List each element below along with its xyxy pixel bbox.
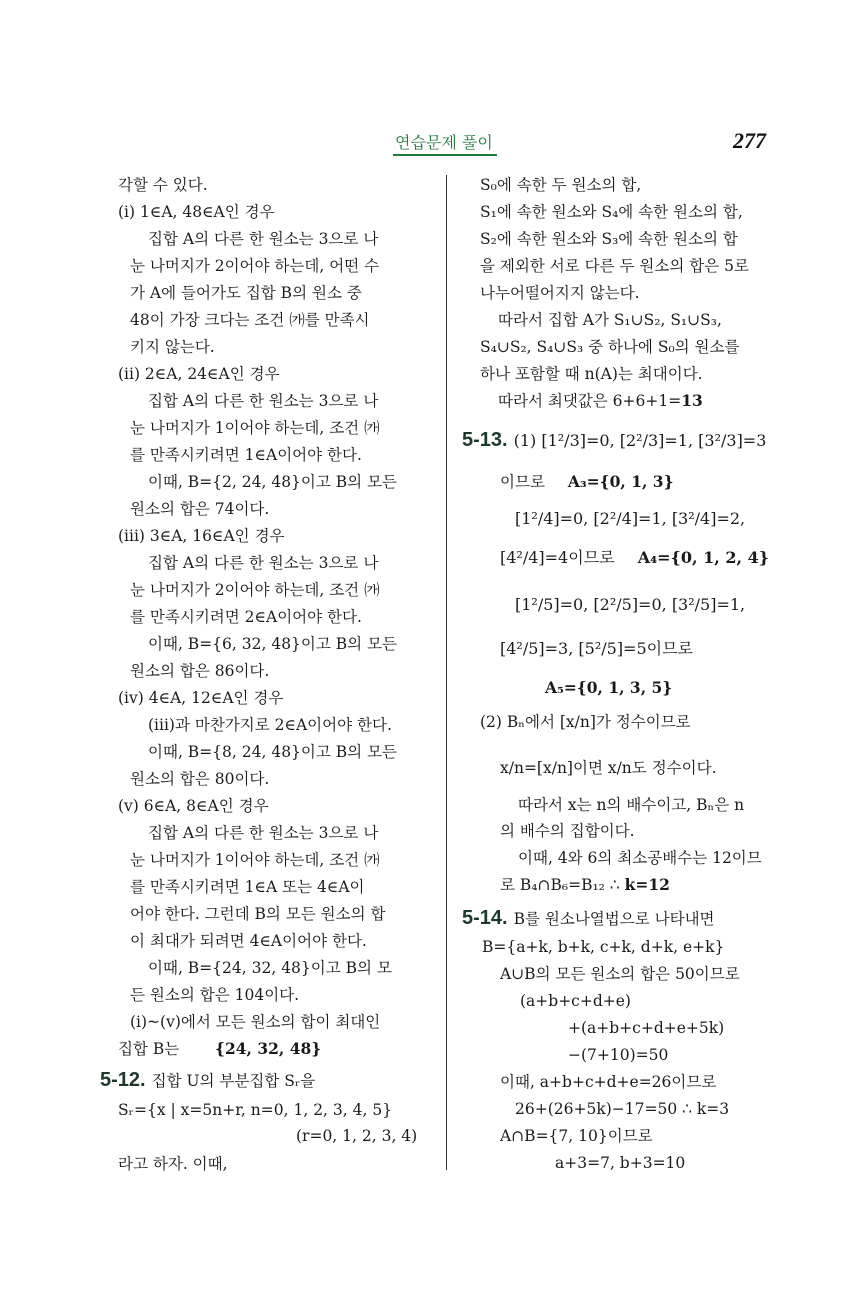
text-line: 가 A에 들어가도 집합 B의 원소 중 xyxy=(130,284,362,302)
text-line: 이 최대가 되려면 4∈A이어야 한다. xyxy=(130,932,367,950)
text-line: 를 만족시키려면 1∈A이어야 한다. xyxy=(130,446,362,464)
text-span: 로 B₄∩B₆=B₁₂ ∴ xyxy=(500,876,625,894)
text-line: 이때, B={24, 32, 48}이고 B의 모 xyxy=(148,959,392,977)
text-line: 이때, B={8, 24, 48}이고 B의 모든 xyxy=(148,743,398,761)
answer: A₄={0, 1, 2, 4} xyxy=(637,548,770,567)
text-line xyxy=(500,548,769,568)
page-number: 277 xyxy=(733,128,766,153)
math-line: (2) Bₙ에서 [x/n]가 정수이므로 xyxy=(480,713,691,731)
text-line: 어야 한다. 그런데 B의 모든 원소의 합 xyxy=(130,905,386,923)
text-line: 눈 나머지가 1이어야 하는데, 조건 ㈎ xyxy=(130,851,380,869)
problem-number: 5-12. xyxy=(100,1069,146,1091)
text-line: 하나 포함할 때 n(A)는 최대이다. xyxy=(480,365,703,383)
text-line: 따라서 집합 A가 S₁∪S₂, S₁∪S₃, xyxy=(498,311,722,329)
text-line: 48이 가장 크다는 조건 ㈎를 만족시 xyxy=(130,311,370,329)
text-line: 원소의 합은 80이다. xyxy=(130,770,270,788)
text-line: 집합 B는 xyxy=(118,1040,180,1058)
text-line: 이때, 4와 6의 최소공배수는 12이므 xyxy=(518,849,762,867)
problem-number: 5-13. xyxy=(462,429,508,451)
text-line: 를 만족시키려면 2∈A이어야 한다. xyxy=(130,608,362,626)
case-heading: (ii) 2∈A, 24∈A인 경우 xyxy=(118,365,280,383)
text-line: 집합 A의 다른 한 원소는 3으로 나 xyxy=(148,554,379,572)
text-line: S₂에 속한 원소와 S₃에 속한 원소의 합 xyxy=(480,230,738,248)
answer: A₃={0, 1, 3} xyxy=(567,472,674,491)
text-line: 를 만족시키려면 1∈A 또는 4∈A이 xyxy=(130,878,365,896)
text-line: 원소의 합은 74이다. xyxy=(130,500,270,518)
case-heading: (i) 1∈A, 48∈A인 경우 xyxy=(118,203,275,221)
problem-number: 5-14. xyxy=(462,907,508,929)
math-line: (r=0, 1, 2, 3, 4) xyxy=(296,1127,418,1145)
text-line: 집합 A의 다른 한 원소는 3으로 나 xyxy=(148,230,379,248)
text-line: 라고 하자. 이때, xyxy=(118,1155,228,1173)
text-line: S₁에 속한 원소와 S₄에 속한 원소의 합, xyxy=(480,203,743,221)
text-line: 집합 U의 부분집합 Sᵣ을 xyxy=(151,1072,316,1090)
math-line: [1²/5]=0, [2²/5]=0, [3²/5]=1, xyxy=(515,595,746,614)
text-line: 각할 수 있다. xyxy=(118,176,208,194)
text-line: 키지 않는다. xyxy=(130,338,215,356)
math-line: [4²/5]=3, [5²/5]=5이므로 xyxy=(500,639,694,658)
text-line: 눈 나머지가 1이어야 하는데, 조건 ㈎ xyxy=(130,419,380,437)
text-line: 눈 나머지가 2이어야 하는데, 어떤 수 xyxy=(130,257,380,275)
column-divider xyxy=(446,175,447,1170)
text-line: A∪B의 모든 원소의 합은 50이므로 xyxy=(500,965,740,983)
case-heading: (v) 6∈A, 8∈A인 경우 xyxy=(118,797,269,815)
text-line: B를 원소나열법으로 나타내면 xyxy=(513,910,715,928)
text-line: 의 배수의 집합이다. xyxy=(500,822,635,840)
answer: A₅={0, 1, 3, 5} xyxy=(545,678,673,697)
text-line: 든 원소의 합은 104이다. xyxy=(130,986,300,1004)
text-line: 따라서 x는 n의 배수이고, Bₙ은 n xyxy=(518,796,745,814)
text-line: 눈 나머지가 2이어야 하는데, 조건 ㈎ xyxy=(130,581,380,599)
problem-5-14 xyxy=(462,908,715,929)
text-line: 나누어떨어지지 않는다. xyxy=(480,284,640,302)
case-heading: (iii) 3∈A, 16∈A인 경우 xyxy=(118,527,285,545)
text-span: [4²/4]=4이므로 xyxy=(500,548,615,567)
text-line: S₀에 속한 두 원소의 합, xyxy=(480,176,642,194)
math-line: +(a+b+c+d+e+5k) xyxy=(568,1019,725,1037)
math-line: x/n=[x/n]이면 x/n도 정수이다. xyxy=(500,759,717,777)
math-line: (1) [1²/3]=0, [2²/3]=1, [3²/3]=3 xyxy=(513,431,767,450)
text-line: 원소의 합은 86이다. xyxy=(130,662,270,680)
answer: 13 xyxy=(681,391,703,410)
text-line xyxy=(498,391,703,411)
text-line: (iii)과 마찬가지로 2∈A이어야 한다. xyxy=(148,716,392,734)
problem-5-12 xyxy=(100,1070,315,1091)
case-heading: (iv) 4∈A, 12∈A인 경우 xyxy=(118,689,284,707)
text-line: 집합 A의 다른 한 원소는 3으로 나 xyxy=(148,824,379,842)
text-line xyxy=(500,472,674,492)
text-line: 이때, B={2, 24, 48}이고 B의 모든 xyxy=(148,473,398,491)
section-title: 연습문제 풀이 xyxy=(393,130,497,156)
text-line: (i)~(v)에서 모든 원소의 합이 최대인 xyxy=(130,1013,381,1031)
math-line: a+3=7, b+3=10 xyxy=(555,1154,686,1172)
text-line: A∩B={7, 10}이므로 xyxy=(500,1127,653,1145)
text-line: 이때, a+b+c+d+e=26이므로 xyxy=(500,1073,717,1091)
math-line: B={a+k, b+k, c+k, d+k, e+k} xyxy=(482,938,725,956)
text-line: 을 제외한 서로 다른 두 원소의 합은 5로 xyxy=(480,257,749,275)
answer: k=12 xyxy=(624,875,670,894)
math-line: 26+(26+5k)−17=50 ∴ k=3 xyxy=(515,1100,730,1118)
answer: {24, 32, 48} xyxy=(215,1039,322,1058)
text-line: 집합 A의 다른 한 원소는 3으로 나 xyxy=(148,392,379,410)
problem-5-13 xyxy=(462,430,766,451)
text-line: 이때, B={6, 32, 48}이고 B의 모든 xyxy=(148,635,398,653)
text-line: 따라서 최댓값은 6+6+1= xyxy=(498,392,682,410)
text-line: S₄∪S₂, S₄∪S₃ 중 하나에 S₀의 원소를 xyxy=(480,338,740,356)
text-span: 이므로 xyxy=(500,473,545,491)
math-line: [1²/4]=0, [2²/4]=1, [3²/4]=2, xyxy=(515,509,746,528)
math-line: Sᵣ={x | x=5n+r, n=0, 1, 2, 3, 4, 5} xyxy=(118,1101,393,1119)
math-line: (a+b+c+d+e) xyxy=(520,992,631,1010)
math-line: −(7+10)=50 xyxy=(568,1046,669,1064)
text-line xyxy=(500,875,670,895)
